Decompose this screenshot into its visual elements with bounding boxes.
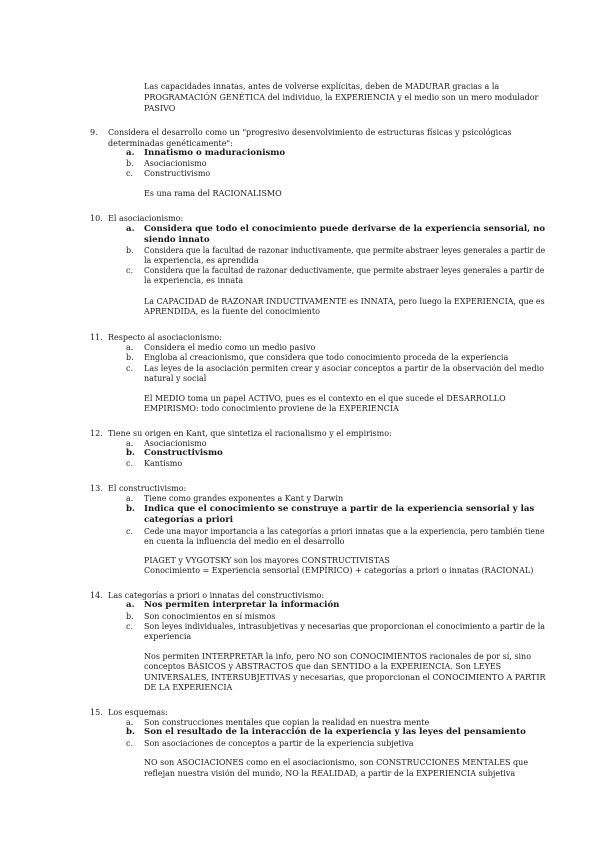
option-letter: b.: [126, 159, 134, 168]
option-text-correct: Innatismo o maduracionismo: [144, 148, 286, 158]
option-text-correct: Considera que todo el conocimiento puede derivarse de la experiencia sensorial, no: [144, 224, 546, 234]
answer-note: EMPIRISMO: todo conocimiento proviene de la EXPERIENCIA: [144, 404, 399, 413]
answer-note: Conocimiento = Experiencia sensorial (EMPÍRICO) + categorías a priori o innatas (RACIONAL): [144, 566, 534, 575]
option-letter: c.: [126, 527, 134, 536]
option-letter: a.: [126, 148, 135, 158]
answer-note: PIAGET y VYGOTSKY son los mayores CONSTRUCTIVISTAS: [144, 556, 390, 565]
option-text: Cede una mayor importancia a las categorías a priori innatas que a la experiencia, pero también tiene: [144, 527, 545, 536]
option-text: en cuenta la influencia del medio en el desarrollo: [144, 537, 345, 546]
option-text: Son construcciones mentales que copian la realidad en nuestra mente: [144, 718, 430, 727]
option-letter: a.: [126, 494, 134, 503]
question-text: Tiene su origen en Kant, que sintetiza el racionalismo y el empirismo:: [108, 429, 392, 438]
option-text: Considera el medio como un medio pasivo: [144, 343, 316, 352]
answer-note: Nos permiten INTERPRETAR la info, pero NO son CONOCIMIENTOS racionales de por sí, sino: [144, 652, 532, 661]
option-text-correct: categorías a priori: [144, 515, 234, 525]
option-letter: a.: [126, 343, 134, 352]
question-text: determinadas genéticamente":: [108, 139, 233, 148]
question-number: 9.: [90, 128, 98, 137]
question-text: El constructivismo:: [108, 484, 187, 493]
option-letter: c.: [126, 459, 134, 468]
option-letter: b.: [126, 246, 134, 255]
answer-note: reflejan nuestra visión del mundo, NO la REALIDAD, a partir de la EXPERIENCIA subjetiva: [144, 769, 516, 778]
question-number: 12.: [90, 429, 103, 438]
question-number: 11.: [90, 333, 103, 342]
option-text-correct: Nos permiten interpretar la información: [144, 600, 340, 610]
option-text: Considera que la facultad de razonar inductivamente, que permite abstraer leyes generales a partir de: [144, 246, 546, 255]
intro-line: PROGRAMACIÓN GENÉTICA del individuo, la EXPERIENCIA y el medio son un mero modulador: [144, 93, 539, 102]
option-text: la experiencia, es innata: [144, 276, 244, 285]
intro-line: Las capacidades innatas, antes de volverse explícitas, deben de MADURAR gracias a la: [144, 82, 500, 91]
option-text: Engloba al creacionismo, que considera que todo conocimiento proceda de la experiencia: [144, 353, 509, 362]
option-text-correct: Son el resultado de la interacción de la experiencia y las leyes del pensamiento: [144, 727, 526, 737]
question-text: Las categorías a priori o innatas del constructivismo:: [108, 591, 325, 600]
question-text: Los esquemas:: [108, 708, 168, 717]
option-text: Asociacionismo: [144, 439, 207, 448]
answer-note: DE LA EXPERIENCIA: [144, 683, 233, 692]
option-letter: a.: [126, 224, 135, 234]
option-letter: c.: [126, 169, 134, 178]
answer-note: La CAPACIDAD de RAZONAR INDUCTIVAMENTE es INNATA, pero luego la EXPERIENCIA, que es: [144, 297, 545, 306]
option-letter: c.: [126, 266, 134, 275]
answer-note: conceptos BÁSICOS y ABSTRACTOS que dan SENTIDO a la EXPERIENCIA. Son LEYES: [144, 662, 502, 671]
question-number: 10.: [90, 214, 103, 223]
answer-note: APRENDIDA, es la fuente del conocimiento: [144, 307, 320, 316]
option-text: Tiene como grandes exponentes a Kant y Darwin: [144, 494, 344, 503]
answer-note: UNIVERSALES, INTERSUBJETIVAS y necesarias, que proporcionan el CONOCIMIENTO A PARTIR: [144, 673, 546, 682]
answer-note: NO son ASOCIACIONES como en el asociacionismo, son CONSTRUCCIONES MENTALES que: [144, 758, 529, 767]
option-text: Considera que la facultad de razonar deductivamente, que permite abstraer leyes generales a partir de: [144, 266, 545, 275]
option-text: Son conocimientos en sí mismos: [144, 612, 276, 621]
question-number: 15.: [90, 708, 103, 717]
option-text: Las leyes de la asociación permiten crear y asociar conceptos a partir de la observación del medio: [144, 364, 544, 373]
question-text: Respecto al asociacionismo:: [108, 333, 222, 342]
answer-note: El MEDIO toma un papel ACTIVO, pues es el contexto en el que sucede el DESARROLLO: [144, 394, 506, 403]
question-number: 14.: [90, 591, 103, 600]
option-text-correct: Indica que el conocimiento se construye a partir de la experiencia sensorial y las: [144, 504, 535, 514]
option-text: natural y social: [144, 374, 207, 383]
option-text: experiencia: [144, 632, 192, 641]
option-letter: c.: [126, 739, 134, 748]
option-letter: a.: [126, 439, 134, 448]
option-text: Constructivismo: [144, 169, 211, 178]
option-text-correct: Constructivismo: [144, 448, 223, 458]
question-text: El asociacionismo:: [108, 214, 184, 223]
intro-line: PASIVO: [144, 104, 176, 113]
option-letter: b.: [126, 727, 136, 737]
option-letter: b.: [126, 448, 136, 458]
option-letter: a.: [126, 600, 135, 610]
option-letter: c.: [126, 364, 134, 373]
answer-note: Es una rama del RACIONALISMO: [144, 189, 282, 198]
option-letter: b.: [126, 353, 134, 362]
option-text: la experiencia, es aprendida: [144, 256, 259, 265]
option-text: Kantismo: [144, 459, 183, 468]
question-number: 13.: [90, 484, 103, 493]
option-letter: b.: [126, 612, 134, 621]
option-text: Son asociaciones de conceptos a partir de la experiencia subjetiva: [144, 739, 414, 748]
option-text-correct: siendo innato: [144, 235, 210, 245]
question-text: Considera el desarrollo como un "progresivo desenvolvimiento de estructuras físicas y psicológicas: [108, 128, 512, 137]
option-letter: c.: [126, 622, 134, 631]
option-letter: a.: [126, 718, 134, 727]
option-text: Son leyes individuales, intrasubjetivas y necesarias que proporcionan el conocimiento a partir de la: [144, 622, 545, 631]
option-text: Asociacionismo: [144, 159, 207, 168]
option-letter: b.: [126, 504, 136, 514]
